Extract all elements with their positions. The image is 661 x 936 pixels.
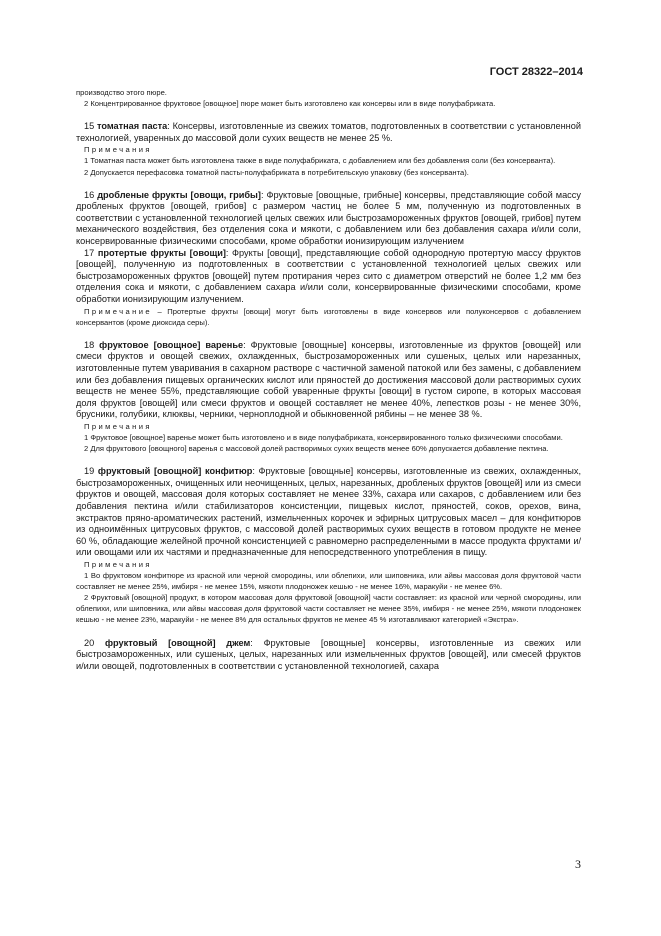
term-19-note-1: 1 Во фруктовом конфитюре из красной или черной смородины, или облепихи, или шиповника, или айвы массовая доля фруктовой части составляет не менее 25%, имбиря - не менее 15%, мякоти плодоножек кешью - не менее 16%, маракуйи - не менее 6%. bbox=[76, 571, 581, 592]
document-id-header: ГОСТ 28322–2014 bbox=[489, 66, 583, 78]
term-18-note-1: 1 Фруктовое [овощное] варенье может быть изготовлено и в виде полуфабриката, консервированного только физическими способами. bbox=[84, 433, 563, 443]
term-17-definition: : Фрукты [овощи], представляющие собой однородную протертую массу фруктов [овощей], полученную из подготовленных в соответствии с установленной технологией целых свежих или быстрозамороженных фруктов [овощей] путем протирания через сито с диаметром отверстий не более 1,2 мм без отделения сока и мякоти, с добавлением сахара и/или соли, консервированные физическими способами, кроме обработки ионизирующим излучением. bbox=[76, 247, 581, 304]
page-number: 3 bbox=[575, 857, 581, 871]
term-15-name: томатная паста bbox=[96, 121, 168, 132]
term-16 bbox=[76, 190, 581, 248]
term-17-name: протертые фрукты [овощи] bbox=[97, 247, 226, 258]
term-15-note-2: 2 Допускается перефасовка томатной пасты-полуфабриката в потребительскую упаковку (без консерванта). bbox=[84, 167, 469, 177]
term-17-number: 17 bbox=[84, 247, 95, 258]
term-17-note-title: Примечание bbox=[84, 306, 152, 316]
term-18 bbox=[76, 340, 581, 421]
term-15-definition: : Консервы, изготовленные из свежих томатов, подготовленных в соответствии с установленной технологией, уваренных до массовой доли сухих веществ не менее 25 %. bbox=[76, 121, 581, 143]
term-16-name: дробленые фрукты [овощи, грибы] bbox=[97, 189, 261, 200]
term-15-notes-title: Примечания bbox=[84, 145, 152, 155]
term-16-definition: : Фруктовые [овощные, грибные] консервы, представляющие собой массу дробленых фруктов [овощей, грибов] с размером частиц не более 5 мм, полученную из подготовленных в соответствии с установленной технологией целых свежих или быстрозамороженных фруктов [овощей, грибов] путем механического воздействия, без отделения сока и мякоти, с добавлением или без добавления сахара и/или соли, консервированные физическими способами, кроме обработки ионизирующим излучением bbox=[76, 189, 581, 247]
term-19-note-2: 2 Фруктовый [овощной] продукт, в котором массовая доля фруктовой [овощной] части составляет: из красной или черной смородины, или облепихи, или шиповника, или айвы массовая доля фруктовой части составляет не менее 35%, имбиря - не менее 25%, мякоти плодоножек кешью - не менее 23%, маракуйи - не менее 8% для остальных фруктов не менее 45 % изготавливают категорией «Экстра». bbox=[76, 593, 581, 625]
term-17-note bbox=[76, 306, 581, 328]
term-18-number: 18 bbox=[84, 339, 95, 350]
intro-note-2: 2 Концентрированное фруктовое [овощное] пюре может быть изготовлено как консервы или в виде полуфабриката. bbox=[84, 99, 496, 109]
term-18-notes-title: Примечания bbox=[84, 421, 152, 431]
term-18-name: фруктовое [овощное] варенье bbox=[99, 339, 244, 350]
term-19 bbox=[76, 466, 581, 559]
term-19-name: фруктовый [овощной] конфитюр bbox=[97, 466, 253, 477]
term-15-number: 15 bbox=[84, 121, 95, 132]
term-17-note-text: – Протертые фрукты [овощи] могут быть изготовлены в виде консервов или полуконсервов с добавлением консервантов (кроме диоксида серы). bbox=[76, 306, 581, 327]
term-15 bbox=[76, 121, 581, 144]
term-20-name: фруктовый [овощной] джем bbox=[104, 637, 251, 648]
term-18-note-2: 2 Для фруктового [овощного] варенья с массовой долей растворимых сухих веществ менее 60% допускается добавление пектина. bbox=[84, 444, 549, 454]
term-19-number: 19 bbox=[84, 466, 95, 477]
term-20-number: 20 bbox=[84, 637, 95, 648]
term-19-definition: : Фруктовые [овощные] консервы, изготовленные из свежих, охлажденных, быстрозамороженных, очищенных или неочищенных, целых, нарезанных, дробленых фруктов [овощей] или из смеси фруктов и овощей, массовая доля которых составляет не менее 33%, сахара или сахаров, с добавлением или без добавления пектина и/или стабилизаторов консистенции, пищевых кислот, пряностей, соков, орехов, вина, экстрактов пряно-ароматических растений, измельченных корочек и эфирных цитрусовых масел – для конфитюров из одноимённых цитрусовых фруктов, с массовой долей растворимых сухих веществ в готовом продукте не менее 60 %, обладающие желейной прочной консистенцией с равномерно распределенными в массе продукта фруктами и/или овощами или их частями и предназначенные для непосредственного употребления в пищу. bbox=[76, 466, 581, 558]
intro-line-1: производство этого пюре. bbox=[76, 88, 167, 97]
term-19-notes-title: Примечания bbox=[84, 559, 152, 569]
term-20-definition: : Фруктовые [овощные] консервы, изготовленные из свежих или быстрозамороженных, или сушеных, целых, нарезанных или измельченных фруктов [овощей], или смесей фруктов и/или овощей, подготовленных в соответствии с установленной технологией, сахара bbox=[76, 637, 581, 671]
term-16-number: 16 bbox=[84, 189, 95, 200]
term-18-definition: : Фруктовые [овощные] консервы, изготовленные из фруктов [овощей] или смеси фруктов и овощей свежих, охлажденных, быстрозамороженных или сушеных, целых или нарезанных, изготовленные путем уваривания в сахарном растворе с частичной заменой патокой или без замены, с добавлением или без добавления пищевых органических кислот или пряностей до достижения массовой доли растворимых сухих веществ не менее 55%, представляющие собой уваренные фрукты [овощи] в густом сиропе, в которых массовая доля фруктов [овощей] или смеси фруктов и овощей составляет не менее 40%, лепестков розы - не менее 30%, брусники, голубики, клюквы, черники, черноплодной и обыкновенной рябины – не менее 38 %. bbox=[76, 339, 581, 420]
term-20 bbox=[76, 638, 581, 673]
term-17 bbox=[76, 248, 581, 306]
term-15-note-1: 1 Томатная паста может быть изготовлена также в виде полуфабриката, с добавлением или без добавления соли (без консерванта). bbox=[84, 156, 556, 166]
page-content bbox=[76, 87, 581, 672]
